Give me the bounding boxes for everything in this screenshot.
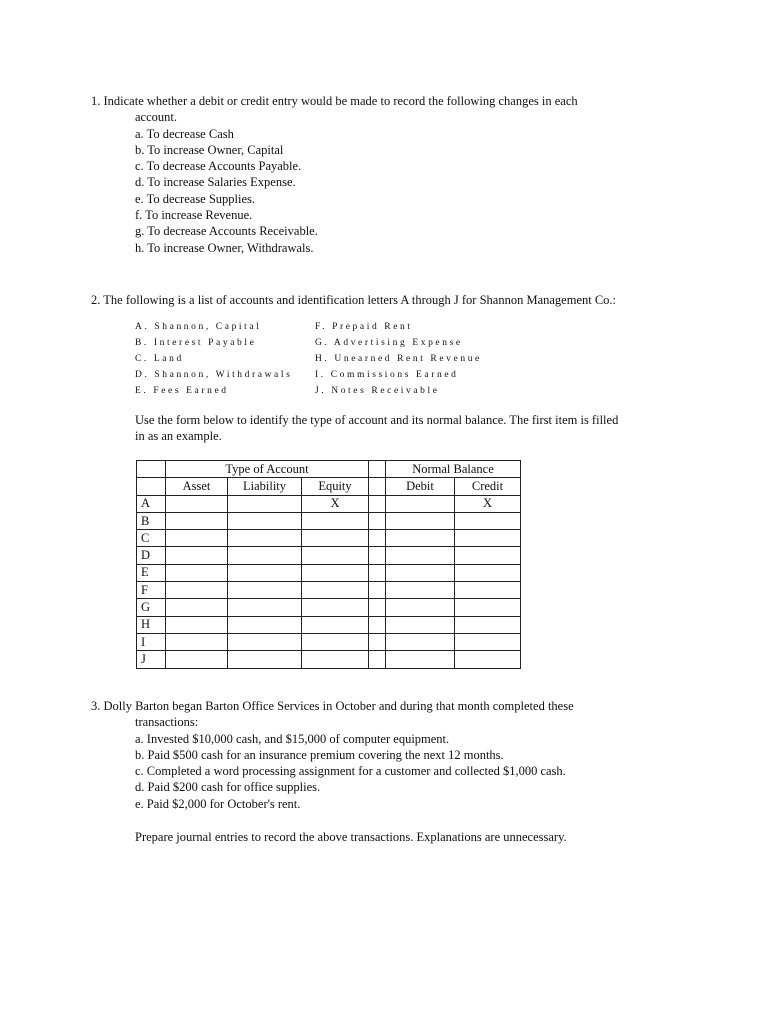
question-3-item-a: a. Invested $10,000 cash, and $15,000 of computer equipment.	[135, 731, 450, 746]
question-1-item-g: g. To decrease Accounts Receivable.	[135, 224, 318, 239]
cell-equity	[302, 616, 369, 633]
question-2-instructions	[135, 412, 618, 445]
cell-credit	[455, 512, 521, 529]
cell-spacer	[369, 530, 386, 547]
cell-liability	[228, 582, 302, 599]
cell-spacer	[369, 651, 386, 668]
cell-asset	[166, 495, 228, 512]
account-item: C. Land	[135, 353, 184, 364]
instructions-line1: Use the form below to identify the type of account and its normal balance. The first item is filled	[135, 413, 619, 427]
cell-debit	[386, 633, 455, 650]
cell-asset	[166, 599, 228, 616]
cell-asset	[166, 633, 228, 650]
cell-credit	[455, 599, 521, 616]
header-equity: Equity	[302, 478, 369, 495]
cell-equity	[302, 582, 369, 599]
cell-credit	[455, 547, 521, 564]
cell-credit: X	[455, 495, 521, 512]
cell-debit	[386, 547, 455, 564]
cell-spacer	[369, 616, 386, 633]
row-label: J	[137, 651, 166, 668]
cell-debit	[386, 495, 455, 512]
row-label: C	[137, 530, 166, 547]
question-1-item-e: e. To decrease Supplies.	[135, 191, 256, 206]
question-1-item-f: f. To increase Revenue.	[135, 208, 253, 223]
account-type-form	[136, 460, 521, 669]
row-label: I	[137, 633, 166, 650]
account-item: D. Shannon, Withdrawals	[135, 369, 293, 380]
cell-liability	[228, 512, 302, 529]
table-row	[137, 599, 521, 616]
cell-spacer	[369, 564, 386, 581]
cell-debit	[386, 599, 455, 616]
table-row	[137, 495, 521, 512]
header-debit: Debit	[386, 478, 455, 495]
cell-equity	[302, 512, 369, 529]
table-row	[137, 530, 521, 547]
question-3-item-b: b. Paid $500 cash for an insurance premium covering the next 12 months.	[135, 747, 504, 762]
cell-liability	[228, 616, 302, 633]
row-label: D	[137, 547, 166, 564]
cell-equity: X	[302, 495, 369, 512]
question-1-line1: 1. Indicate whether a debit or credit entry would be made to record the following changes in each	[91, 94, 578, 108]
header-normal-balance: Normal Balance	[386, 461, 521, 478]
table-row	[137, 582, 521, 599]
question-1-item-a: a. To decrease Cash	[135, 126, 234, 141]
cell-debit	[386, 582, 455, 599]
account-item: J. Notes Receivable	[315, 385, 440, 396]
question-2-intro: 2. The following is a list of accounts and identification letters A through J for Shannon Management Co.:	[91, 293, 617, 307]
table-header-row	[137, 461, 521, 478]
question-3-item-e: e. Paid $2,000 for October's rent.	[135, 796, 301, 811]
cell-spacer	[369, 582, 386, 599]
cell-equity	[302, 599, 369, 616]
account-list-left	[135, 320, 292, 400]
question-3	[91, 698, 574, 812]
cell-spacer	[369, 512, 386, 529]
header-liability: Liability	[228, 478, 302, 495]
cell-spacer	[369, 599, 386, 616]
cell-liability	[228, 599, 302, 616]
cell-spacer	[369, 547, 386, 564]
cell-debit	[386, 616, 455, 633]
cell-credit	[455, 582, 521, 599]
row-label: F	[137, 582, 166, 599]
row-label: A	[137, 495, 166, 512]
cell-liability	[228, 547, 302, 564]
row-label: H	[137, 616, 166, 633]
cell-liability	[228, 530, 302, 547]
account-item: E. Fees Earned	[135, 385, 229, 396]
cell-equity	[302, 547, 369, 564]
account-item: G. Advertising Expense	[315, 337, 463, 348]
cell-credit	[455, 564, 521, 581]
cell-debit	[386, 651, 455, 668]
question-3-instructions: Prepare journal entries to record the above transactions. Explanations are unnecessary.	[135, 830, 567, 844]
question-3-line1: 3. Dolly Barton began Barton Office Services in October and during that month completed these	[91, 699, 574, 713]
cell-spacer	[369, 495, 386, 512]
table-row	[137, 633, 521, 650]
account-list-right	[315, 320, 482, 400]
row-label: E	[137, 564, 166, 581]
question-1-item-h: h. To increase Owner, Withdrawals.	[135, 240, 314, 255]
cell-spacer	[369, 633, 386, 650]
row-label: B	[137, 512, 166, 529]
cell-debit	[386, 564, 455, 581]
question-3-item-d: d. Paid $200 cash for office supplies.	[135, 780, 321, 795]
question-3-item-c: c. Completed a word processing assignment for a customer and collected $1,000 cash.	[135, 764, 566, 779]
table-subheader-row	[137, 478, 521, 495]
cell-asset	[166, 564, 228, 581]
header-credit: Credit	[455, 478, 521, 495]
cell-credit	[455, 633, 521, 650]
instructions-line2: in as an example.	[135, 429, 222, 444]
question-1-item-b: b. To increase Owner, Capital	[135, 142, 284, 157]
cell-liability	[228, 633, 302, 650]
row-label: G	[137, 599, 166, 616]
table-row	[137, 564, 521, 581]
account-item: H. Unearned Rent Revenue	[315, 353, 482, 364]
cell-liability	[228, 495, 302, 512]
question-3-line2: transactions:	[135, 715, 199, 730]
question-1-item-c: c. To decrease Accounts Payable.	[135, 159, 302, 174]
cell-equity	[302, 530, 369, 547]
cell-asset	[166, 547, 228, 564]
cell-liability	[228, 651, 302, 668]
question-1-item-d: d. To increase Salaries Expense.	[135, 175, 296, 190]
cell-asset	[166, 530, 228, 547]
cell-asset	[166, 616, 228, 633]
cell-asset	[166, 651, 228, 668]
header-type-of-account: Type of Account	[166, 461, 369, 478]
account-item: A. Shannon, Capital	[135, 322, 262, 332]
account-item: B. Interest Payable	[135, 337, 257, 348]
table-row	[137, 651, 521, 668]
table-row	[137, 616, 521, 633]
cell-credit	[455, 530, 521, 547]
cell-credit	[455, 616, 521, 633]
cell-asset	[166, 512, 228, 529]
cell-equity	[302, 633, 369, 650]
question-1	[91, 93, 578, 256]
table-row	[137, 547, 521, 564]
question-1-line2: account.	[135, 110, 177, 125]
cell-asset	[166, 582, 228, 599]
cell-credit	[455, 651, 521, 668]
cell-equity	[302, 651, 369, 668]
account-item: I. Commissions Earned	[315, 369, 459, 380]
cell-equity	[302, 564, 369, 581]
cell-debit	[386, 512, 455, 529]
cell-debit	[386, 530, 455, 547]
table-row	[137, 512, 521, 529]
account-item: F. Prepaid Rent	[315, 322, 413, 332]
cell-liability	[228, 564, 302, 581]
header-asset: Asset	[166, 478, 228, 495]
